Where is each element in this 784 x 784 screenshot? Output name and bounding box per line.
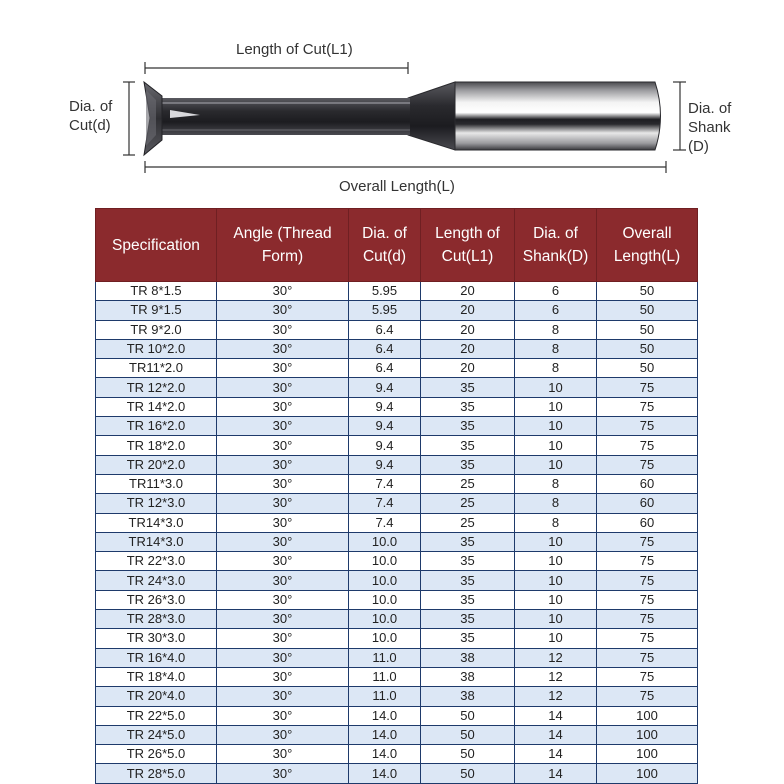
cell-dia-shank: 8 (515, 339, 597, 358)
cell-dia-shank: 8 (515, 513, 597, 532)
cell-dia-cut: 9.4 (349, 397, 421, 416)
table-row (96, 725, 698, 744)
cell-dia-shank: 10 (515, 532, 597, 551)
cell-overall-length: 50 (597, 301, 698, 320)
cell-specification: TR 12*2.0 (96, 378, 217, 397)
cell-dia-shank: 6 (515, 282, 597, 301)
cell-length-cut: 50 (421, 706, 515, 725)
cell-length-cut: 25 (421, 513, 515, 532)
cell-angle: 30° (217, 648, 349, 667)
cell-overall-length: 50 (597, 282, 698, 301)
cell-overall-length: 100 (597, 725, 698, 744)
cell-specification: TR 28*3.0 (96, 610, 217, 629)
cell-specification: TR 10*2.0 (96, 339, 217, 358)
cell-dia-shank: 8 (515, 359, 597, 378)
table-row (96, 513, 698, 532)
cell-length-cut: 38 (421, 648, 515, 667)
cell-angle: 30° (217, 725, 349, 744)
cell-angle: 30° (217, 339, 349, 358)
cell-dia-cut: 14.0 (349, 745, 421, 764)
table-row (96, 687, 698, 706)
cell-length-cut: 35 (421, 455, 515, 474)
table-row (96, 610, 698, 629)
cell-length-cut: 35 (421, 532, 515, 551)
cell-specification: TR 26*5.0 (96, 745, 217, 764)
cell-dia-cut: 9.4 (349, 378, 421, 397)
table-row (96, 417, 698, 436)
dia-cut-label: Dia. of Cut(d) (69, 98, 113, 134)
cell-overall-length: 100 (597, 745, 698, 764)
cell-angle: 30° (217, 397, 349, 416)
cell-overall-length: 75 (597, 648, 698, 667)
cell-specification: TR 18*2.0 (96, 436, 217, 455)
cell-overall-length: 60 (597, 494, 698, 513)
cell-dia-cut: 7.4 (349, 513, 421, 532)
overall-length-label: Overall Length(L) (339, 178, 455, 195)
cell-dia-cut: 7.4 (349, 474, 421, 493)
cell-length-cut: 35 (421, 571, 515, 590)
cell-length-cut: 20 (421, 339, 515, 358)
cell-specification: TR14*3.0 (96, 532, 217, 551)
cell-angle: 30° (217, 667, 349, 686)
length-of-cut-dimension (145, 62, 408, 74)
cell-overall-length: 75 (597, 397, 698, 416)
cell-specification: TR 20*4.0 (96, 687, 217, 706)
cell-overall-length: 75 (597, 610, 698, 629)
cell-dia-cut: 9.4 (349, 436, 421, 455)
cell-dia-shank: 14 (515, 725, 597, 744)
cell-angle: 30° (217, 436, 349, 455)
cell-angle: 30° (217, 706, 349, 725)
cell-dia-cut: 10.0 (349, 590, 421, 609)
table-row (96, 629, 698, 648)
cell-length-cut: 35 (421, 552, 515, 571)
cell-dia-shank: 10 (515, 610, 597, 629)
cell-specification: TR 26*3.0 (96, 590, 217, 609)
cell-overall-length: 75 (597, 436, 698, 455)
table-header-row (96, 209, 698, 282)
cell-angle: 30° (217, 494, 349, 513)
cell-angle: 30° (217, 764, 349, 783)
cell-length-cut: 50 (421, 725, 515, 744)
cell-specification: TR 12*3.0 (96, 494, 217, 513)
cell-dia-shank: 10 (515, 417, 597, 436)
table-row (96, 320, 698, 339)
cell-length-cut: 35 (421, 590, 515, 609)
cell-length-cut: 35 (421, 629, 515, 648)
cell-angle: 30° (217, 629, 349, 648)
cell-overall-length: 60 (597, 474, 698, 493)
table-row (96, 590, 698, 609)
table-row (96, 552, 698, 571)
cell-specification: TR 20*2.0 (96, 455, 217, 474)
cell-length-cut: 20 (421, 301, 515, 320)
cell-specification: TR 8*1.5 (96, 282, 217, 301)
cell-angle: 30° (217, 417, 349, 436)
cell-dia-cut: 10.0 (349, 610, 421, 629)
cell-specification: TR 28*5.0 (96, 764, 217, 783)
dia-shank-dimension (673, 82, 686, 150)
cell-dia-cut: 10.0 (349, 532, 421, 551)
cell-angle: 30° (217, 610, 349, 629)
cell-overall-length: 75 (597, 667, 698, 686)
table-row (96, 474, 698, 493)
table-row (96, 397, 698, 416)
cell-specification: TR14*3.0 (96, 513, 217, 532)
tool-diagram (0, 0, 784, 205)
specification-table (95, 208, 698, 784)
cell-length-cut: 25 (421, 474, 515, 493)
table-row (96, 706, 698, 725)
dia-shank-label: Dia. of Shank (D) (688, 100, 732, 155)
cell-overall-length: 75 (597, 552, 698, 571)
table-row (96, 571, 698, 590)
cell-overall-length: 75 (597, 455, 698, 474)
table-row (96, 378, 698, 397)
header-overall-length: Overall Length(L) (597, 209, 698, 282)
cell-dia-cut: 10.0 (349, 552, 421, 571)
cell-dia-shank: 12 (515, 648, 597, 667)
cell-angle: 30° (217, 552, 349, 571)
cell-dia-shank: 10 (515, 436, 597, 455)
cell-specification: TR 30*3.0 (96, 629, 217, 648)
cell-dia-shank: 6 (515, 301, 597, 320)
cell-length-cut: 25 (421, 494, 515, 513)
cell-length-cut: 35 (421, 436, 515, 455)
cell-dia-cut: 6.4 (349, 320, 421, 339)
cell-length-cut: 50 (421, 764, 515, 783)
header-angle: Angle (Thread Form) (217, 209, 349, 282)
cell-dia-cut: 9.4 (349, 417, 421, 436)
cell-length-cut: 20 (421, 320, 515, 339)
thread-mill-drawing (0, 0, 784, 205)
cell-specification: TR 16*4.0 (96, 648, 217, 667)
table-row (96, 745, 698, 764)
cell-specification: TR 9*1.5 (96, 301, 217, 320)
cell-dia-shank: 14 (515, 706, 597, 725)
cell-specification: TR 22*3.0 (96, 552, 217, 571)
cell-dia-cut: 11.0 (349, 648, 421, 667)
cell-dia-cut: 5.95 (349, 301, 421, 320)
cell-dia-shank: 14 (515, 764, 597, 783)
table-row (96, 648, 698, 667)
cell-length-cut: 35 (421, 417, 515, 436)
cell-angle: 30° (217, 301, 349, 320)
cell-angle: 30° (217, 571, 349, 590)
cell-dia-shank: 10 (515, 571, 597, 590)
cell-angle: 30° (217, 590, 349, 609)
cell-specification: TR 18*4.0 (96, 667, 217, 686)
cell-dia-shank: 10 (515, 397, 597, 416)
cell-length-cut: 20 (421, 359, 515, 378)
table-row (96, 455, 698, 474)
cell-dia-cut: 10.0 (349, 629, 421, 648)
table-row (96, 764, 698, 783)
cell-dia-cut: 11.0 (349, 687, 421, 706)
cell-dia-cut: 10.0 (349, 571, 421, 590)
cell-overall-length: 75 (597, 532, 698, 551)
cell-dia-shank: 8 (515, 494, 597, 513)
cutter-body (144, 82, 661, 155)
cell-specification: TR 16*2.0 (96, 417, 217, 436)
cell-dia-shank: 10 (515, 455, 597, 474)
cell-dia-cut: 11.0 (349, 667, 421, 686)
cell-dia-shank: 10 (515, 590, 597, 609)
cell-overall-length: 75 (597, 687, 698, 706)
table-row (96, 436, 698, 455)
cell-overall-length: 50 (597, 359, 698, 378)
header-dia-cut: Dia. of Cut(d) (349, 209, 421, 282)
overall-length-dimension (145, 161, 666, 173)
cell-specification: TR 14*2.0 (96, 397, 217, 416)
table-row (96, 532, 698, 551)
cell-dia-cut: 6.4 (349, 359, 421, 378)
cell-specification: TR 24*3.0 (96, 571, 217, 590)
cell-length-cut: 20 (421, 282, 515, 301)
cell-length-cut: 35 (421, 397, 515, 416)
cell-angle: 30° (217, 455, 349, 474)
cell-dia-shank: 12 (515, 687, 597, 706)
cell-length-cut: 50 (421, 745, 515, 764)
length-of-cut-label: Length of Cut(L1) (236, 41, 353, 58)
cell-dia-shank: 8 (515, 474, 597, 493)
table-row (96, 359, 698, 378)
header-specification: Specification (96, 209, 217, 282)
cell-specification: TR11*3.0 (96, 474, 217, 493)
cell-dia-cut: 5.95 (349, 282, 421, 301)
cell-dia-cut: 14.0 (349, 725, 421, 744)
cell-angle: 30° (217, 532, 349, 551)
cell-overall-length: 75 (597, 417, 698, 436)
cell-angle: 30° (217, 745, 349, 764)
table-row (96, 282, 698, 301)
table-row (96, 494, 698, 513)
cell-dia-shank: 10 (515, 552, 597, 571)
cell-dia-cut: 6.4 (349, 339, 421, 358)
cell-dia-shank: 8 (515, 320, 597, 339)
cell-overall-length: 50 (597, 320, 698, 339)
cell-overall-length: 75 (597, 571, 698, 590)
cell-dia-shank: 14 (515, 745, 597, 764)
cell-overall-length: 100 (597, 706, 698, 725)
cell-length-cut: 35 (421, 378, 515, 397)
cell-overall-length: 60 (597, 513, 698, 532)
cell-dia-cut: 9.4 (349, 455, 421, 474)
cell-overall-length: 75 (597, 378, 698, 397)
table-row (96, 667, 698, 686)
table-row (96, 301, 698, 320)
cell-length-cut: 38 (421, 687, 515, 706)
header-length-cut: Length of Cut(L1) (421, 209, 515, 282)
cell-overall-length: 50 (597, 339, 698, 358)
cell-specification: TR 22*5.0 (96, 706, 217, 725)
cell-specification: TR 24*5.0 (96, 725, 217, 744)
cell-length-cut: 35 (421, 610, 515, 629)
cell-angle: 30° (217, 282, 349, 301)
cell-dia-cut: 14.0 (349, 764, 421, 783)
cell-specification: TR 9*2.0 (96, 320, 217, 339)
table-body (96, 282, 698, 784)
cell-angle: 30° (217, 474, 349, 493)
cell-dia-cut: 7.4 (349, 494, 421, 513)
cell-dia-shank: 12 (515, 667, 597, 686)
header-dia-shank: Dia. of Shank(D) (515, 209, 597, 282)
cell-overall-length: 75 (597, 590, 698, 609)
cell-angle: 30° (217, 513, 349, 532)
cell-angle: 30° (217, 359, 349, 378)
table-row (96, 339, 698, 358)
cell-angle: 30° (217, 320, 349, 339)
cell-dia-cut: 14.0 (349, 706, 421, 725)
cell-angle: 30° (217, 378, 349, 397)
cell-angle: 30° (217, 687, 349, 706)
cell-specification: TR11*2.0 (96, 359, 217, 378)
dia-cut-dimension (123, 82, 135, 155)
cell-dia-shank: 10 (515, 378, 597, 397)
cell-overall-length: 100 (597, 764, 698, 783)
cell-dia-shank: 10 (515, 629, 597, 648)
cell-overall-length: 75 (597, 629, 698, 648)
cell-length-cut: 38 (421, 667, 515, 686)
